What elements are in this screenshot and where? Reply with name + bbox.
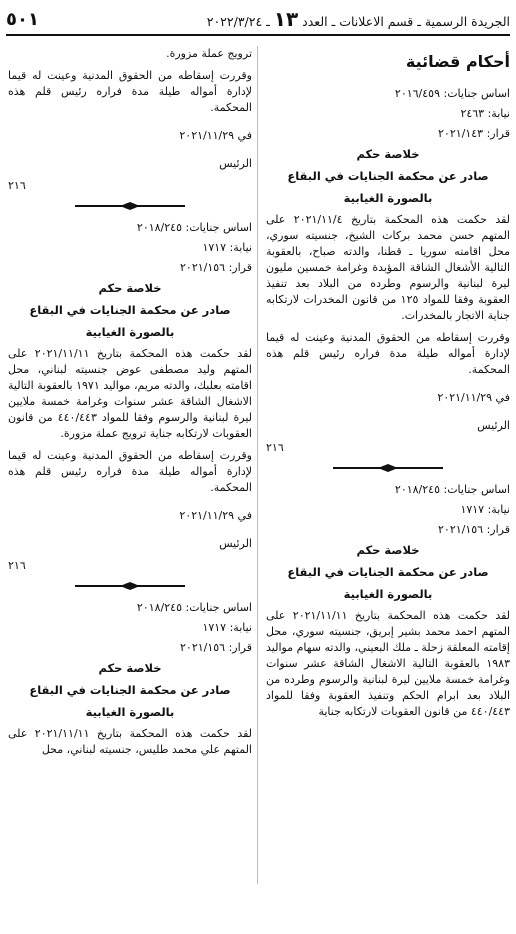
page-header <box>6 6 510 32</box>
president-label: الرئيس <box>477 419 510 432</box>
column-divider <box>257 46 258 884</box>
case-niyaba: نيابة: ١٧١٧ <box>202 241 252 254</box>
case-decision: قرار: ٢٠٢١/١٥٦ <box>180 641 252 654</box>
section-heading: أحكام قضائية <box>405 52 510 71</box>
notice-number: ٢١٦ <box>266 441 284 454</box>
president-label: الرئيس <box>219 157 252 170</box>
judgment-date: في ٢٠٢١/١١/٢٩ <box>179 129 252 142</box>
notice-number: ٢١٦ <box>8 559 26 572</box>
case-decision: قرار: ٢٠٢١/١٥٦ <box>438 523 510 536</box>
case-niyaba: نيابة: ٢٤٦٣ <box>460 107 510 120</box>
judgment-date: في ٢٠٢١/١١/٢٩ <box>437 391 510 404</box>
case-basis: اساس جنايات: ٢٠١٨/٢٤٥ <box>394 483 510 496</box>
judgment-text: لقد حكمت هذه المحكمة بتاريخ ٢٠٢١/١١/١١ على المتهم احمد محمد بشير إبريق، جنسيته سوري، محل إقامته المعلقة زحلة ـ ملك البعيني، والدته سهام مواليد ١٩٨٣ بالعقوبة التالية الاشغال الشاقة عشر سنوات وغرامة خمسة ملايين ليرة لبنانية والرسوم وطرده من البلاد بعد ابرام الحكم وتنفيذ العقوبة وفقا للمواد ٤٤٠/٤٤٣ من قانون العقوبات لارتكابه جناية <box>266 609 511 718</box>
ornament-divider <box>75 582 185 590</box>
judgment-text: لقد حكمت هذه المحكمة بتاريخ ٢٠٢١/١١/٤ على المتهم حسن محمد بركات الشيخ، جنسيته سوري، محل اقامته سوريا ـ قطنا، والدته صباح، بالعقوبة التالية الأشغال الشاقة المؤبدة وغرامة خمسين مليون ليرة لبنانية والرسوم وطرده من البلاد بعد تنفيذ العقوبة وفقا للمواد ١٢٥ من قانون المخدرات لارتكابه جناية الاتجار بالمخدرات. <box>266 213 511 322</box>
judgment-text: لقد حكمت هذه المحكمة بتاريخ ٢٠٢١/١١/١١ على المتهم وليد مصطفى عوض جنسيته لبناني، محل اقامته بعلبك، والدته مريم، مواليد ١٩٧١ بالعقوبة التالية الاشغال الشاقة عشر سنوات وغرامة خمسة ملايين ليرة لبنانية والرسوم وفقا للمواد ٤٤٠/٤٤٣ من قانون العقوبات لارتكابه جناية ترويج عملة مزورة. <box>8 347 253 440</box>
summary-title: خلاصة حكم <box>356 147 420 161</box>
ornament-divider <box>75 202 185 210</box>
gazette-title-suffix: ـ ٢٠٢٢/٣/٢٤ <box>206 14 274 29</box>
left-column <box>8 46 252 758</box>
court-issuer: صادر عن محكمة الجنايات في البقاع <box>29 683 231 697</box>
summary-title: خلاصة حكم <box>98 661 162 675</box>
judgment-date: في ٢٠٢١/١١/٢٩ <box>179 509 252 522</box>
issue-number: ١٣ <box>273 7 299 31</box>
summary-title: خلاصة حكم <box>356 543 420 557</box>
court-issuer: صادر عن محكمة الجنايات في البقاع <box>287 169 489 183</box>
in-absentia-label: بالصورة الغيابية <box>343 191 433 205</box>
page-number: ٥٠١ <box>6 8 39 30</box>
court-issuer: صادر عن محكمة الجنايات في البقاع <box>29 303 231 317</box>
gazette-title <box>207 7 510 31</box>
court-issuer: صادر عن محكمة الجنايات في البقاع <box>287 565 489 579</box>
notice-number: ٢١٦ <box>8 179 26 192</box>
header-rule <box>6 34 510 36</box>
ornament-divider <box>333 464 443 472</box>
president-label: الرئيس <box>219 537 252 550</box>
continued-text: ترويج عملة مزورة. <box>166 47 252 60</box>
civil-rights-text: وقررت إسقاطه من الحقوق المدنية وعينت له قيما لإدارة أمواله طيلة مدة فراره رئيس قلم هذه المحكمة. <box>8 69 252 114</box>
case-basis: اساس جنايات: ٢٠١٨/٢٤٥ <box>136 601 252 614</box>
case-basis: اساس جنايات: ٢٠١٦/٤٥٩ <box>394 87 510 100</box>
civil-rights-text: وقررت إسقاطه من الحقوق المدنية وعينت له قيما لإدارة أمواله طيلة مدة فراره رئيس قلم هذه المحكمة. <box>8 449 252 494</box>
case-niyaba: نيابة: ١٧١٧ <box>460 503 510 516</box>
gazette-title-prefix: الجريدة الرسمية ـ قسم الاعلانات ـ العدد <box>298 14 510 29</box>
in-absentia-label: بالصورة الغيابية <box>85 705 175 719</box>
right-column <box>266 46 510 720</box>
case-decision: قرار: ٢٠٢١/١٥٦ <box>180 261 252 274</box>
case-niyaba: نيابة: ١٧١٧ <box>202 621 252 634</box>
case-decision: قرار: ٢٠٢١/١٤٣ <box>438 127 510 140</box>
in-absentia-label: بالصورة الغيابية <box>343 587 433 601</box>
civil-rights-text: وقررت إسقاطه من الحقوق المدنية وعينت له قيما لإدارة أمواله طيلة مدة فراره رئيس قلم هذه المحكمة. <box>266 331 510 376</box>
summary-title: خلاصة حكم <box>98 281 162 295</box>
in-absentia-label: بالصورة الغيابية <box>85 325 175 339</box>
case-basis: اساس جنايات: ٢٠١٨/٢٤٥ <box>136 221 252 234</box>
judgment-text: لقد حكمت هذه المحكمة بتاريخ ٢٠٢١/١١/١١ على المتهم علي محمد طليس، جنسيته لبناني، محل <box>8 727 253 756</box>
